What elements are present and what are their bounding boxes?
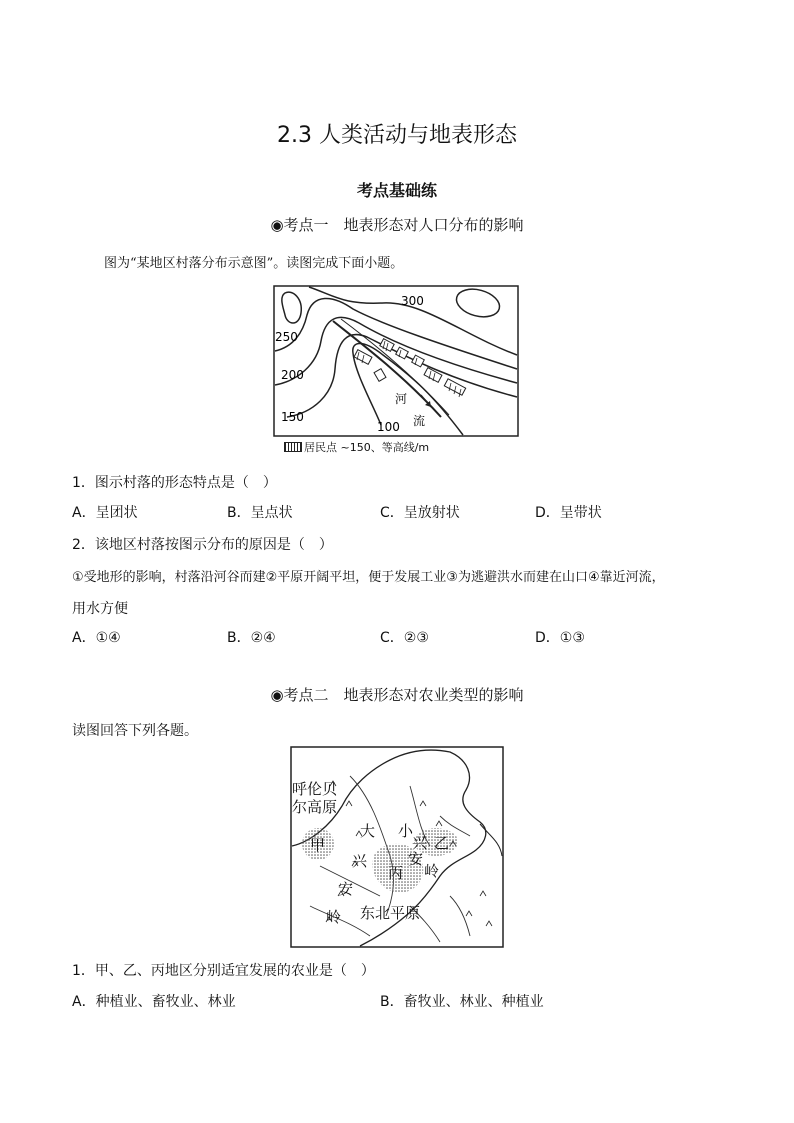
river-label-2: 流 bbox=[413, 414, 426, 428]
label-bing: 丙 bbox=[388, 864, 404, 882]
q2-option-d: D．①③ bbox=[535, 630, 585, 646]
s2-q1-option-a: A．种植业、畜牧业、林业 bbox=[72, 994, 236, 1010]
q2-body-line1: ①受地形的影响，村落沿河谷而建②平原开阔平坦，便于发展工业③为逃避洪水而建在山口④靠近河流， bbox=[72, 570, 665, 585]
q2-option-c: C．②③ bbox=[380, 630, 429, 646]
page-title: 2.3 人类活动与地表形态 bbox=[277, 123, 517, 148]
q1-option-c: C．呈放射状 bbox=[380, 505, 460, 521]
contour-label-200: 200 bbox=[281, 368, 304, 382]
q2-option-b: B．②④ bbox=[227, 630, 276, 646]
contour-label-100: 100 bbox=[377, 420, 400, 434]
label-ling2: 岭 bbox=[424, 862, 440, 880]
legend-text: 居民点 ~150、等高线/m bbox=[304, 441, 430, 454]
label-northeast-plain: 东北平原 bbox=[360, 904, 421, 922]
section1-heading: ◉考点一 地表形态对人口分布的影响 bbox=[270, 216, 524, 234]
section-subtitle: 考点基础练 bbox=[356, 181, 437, 200]
label-jia: 甲 bbox=[310, 836, 326, 854]
q1-option-b: B．呈点状 bbox=[227, 505, 293, 521]
river-label-1: 河 bbox=[395, 392, 408, 406]
label-yi: 乙 bbox=[434, 834, 450, 852]
label-xing2: 兴 bbox=[412, 834, 428, 852]
contour-map bbox=[273, 285, 519, 437]
section1-intro: 图为“某地区村落分布示意图”。读图完成下面小题。 bbox=[104, 256, 404, 271]
s2-q1-option-b: B．畜牧业、林业、种植业 bbox=[380, 994, 544, 1010]
q2-body-line2: 用水方便 bbox=[72, 601, 128, 617]
contour-map-figure bbox=[273, 285, 519, 437]
northeast-map bbox=[290, 746, 504, 948]
label-an: 安 bbox=[338, 880, 354, 898]
contour-label-250: 250 bbox=[275, 330, 298, 344]
label-an2: 安 bbox=[408, 850, 424, 868]
q1-stem: 1．图示村落的形态特点是（ ） bbox=[72, 475, 277, 491]
contour-label-300: 300 bbox=[401, 294, 424, 308]
settlement-legend-icon bbox=[284, 442, 302, 452]
q1-option-d: D．呈带状 bbox=[535, 505, 602, 521]
contour-map-legend bbox=[284, 439, 429, 455]
label-da: 大 bbox=[360, 822, 376, 840]
label-xiao: 小 bbox=[398, 822, 414, 840]
q2-stem: 2．该地区村落按图示分布的原因是（ ） bbox=[72, 537, 333, 553]
label-ling: 岭 bbox=[326, 908, 342, 926]
label-xing: 兴 bbox=[352, 852, 368, 870]
northeast-map-figure bbox=[290, 746, 504, 948]
section2-intro: 读图回答下列各题。 bbox=[72, 723, 198, 739]
label-hulunbuir-1: 呼伦贝 bbox=[292, 780, 338, 798]
section2-heading: ◉考点二 地表形态对农业类型的影响 bbox=[270, 686, 524, 704]
contour-label-150: 150 bbox=[281, 410, 304, 424]
label-hulunbuir-2: 尔高原 bbox=[292, 798, 338, 816]
s2-q1-stem: 1．甲、乙、丙地区分别适宜发展的农业是（ ） bbox=[72, 963, 375, 979]
q2-option-a: A．①④ bbox=[72, 630, 121, 646]
q1-option-a: A．呈团状 bbox=[72, 505, 138, 521]
